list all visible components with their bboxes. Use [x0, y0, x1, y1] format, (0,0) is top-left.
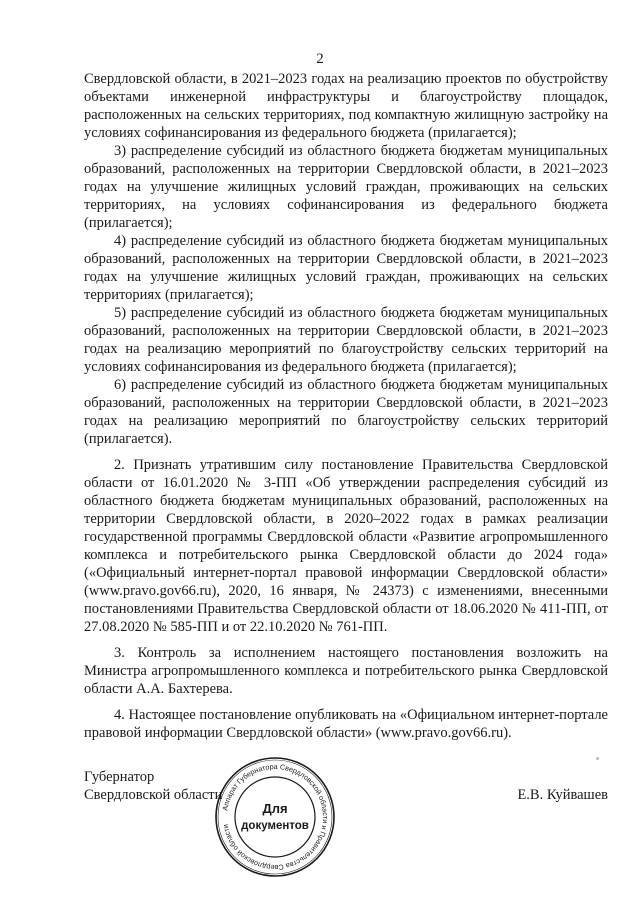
- paragraph-continuation: Свердловской области, в 2021–2023 годах на реализацию проектов по обустройству объектами инженерной инфраструктуры и благоустройству площадок, расположенных на сельских территориях, под компактную жилищную застройку на условиях софинансирования из федерального бюджета (прилагается);: [84, 71, 608, 141]
- paragraph-item-3: 3) распределение субсидий из областного бюджета бюджетам муниципальных образований, расположенных на территории Свердловской области, в 2021–2023 годах на улучшение жилищных условий граждан, проживающих на сельских территориях, на условиях софинансирования из федерального бюджета (прилагается);: [84, 143, 608, 231]
- stamp-center-line1: Для: [262, 801, 288, 816]
- stamp-ring-text: Аппарат Губернатора Свердловской области и Правительства Свердловской области: [220, 761, 331, 873]
- paragraph-clause-4: 4. Настоящее постановление опубликовать на «Официальном интернет-портале правовой информации Свердловской области» (www.pravo.gov66.ru).: [84, 707, 608, 741]
- paragraph-item-6: 6) распределение субсидий из областного бюджета бюджетам муниципальных образований, расположенных на территории Свердловской области, в 2021–2023 годах на реализацию мероприятий по благоустройству сельских территорий (прилагается).: [84, 377, 608, 447]
- page-number: 2: [316, 51, 324, 67]
- scan-speck: [596, 757, 599, 760]
- stamp-center-line2: документов: [241, 820, 309, 832]
- signature-block: [84, 768, 608, 804]
- paragraph-item-5: 5) распределение субсидий из областного бюджета бюджетам муниципальных образований, расположенных на территории Свердловской области, в 2021–2023 годах на реализацию мероприятий по благоустройству сельских территорий на условиях софинансирования из федерального бюджета (прилагается);: [84, 305, 608, 375]
- document-body: [84, 70, 608, 742]
- signatory-position-line2: Свердловской области: [84, 787, 223, 803]
- paragraph-clause-3: 3. Контроль за исполнением настоящего постановления возложить на Министра агропромышленного комплекса и потребительского рынка Свердловской области А.А. Бахтерева.: [84, 645, 608, 697]
- paragraph-clause-2: 2. Признать утратившим силу постановление Правительства Свердловской области от 16.01.2020 № 3-ПП «Об утверждении распределения субсидий из областного бюджета бюджетам муниципальных образований, расположенных на территории Свердловской области, в 2020–2022 годах в рамках реализации государственной программы Свердловской области «Развитие агропромышленного комплекса и потребительского рынка Свердловской области до 2024 года» («Официальный интернет-портал правовой информации Свердловской области» (www.pravo.gov66.ru), 2020, 16 января, № 24373) с изменениями, внесенными постановлениями Правительства Свердловской области от 18.06.2020 № 411-ПП, от 27.08.2020 № 585-ПП и от 22.10.2020 № 761-ПП.: [84, 457, 608, 635]
- paragraph-item-4: 4) распределение субсидий из областного бюджета бюджетам муниципальных образований, расположенных на территории Свердловской области, в 2021–2023 годах на улучшение жилищных условий граждан, проживающих на сельских территориях (прилагается);: [84, 233, 608, 303]
- signatory-position-line1: Губернатор: [84, 769, 155, 785]
- signatory-name: Е.В. Куйвашев: [517, 787, 608, 803]
- official-stamp: [213, 755, 337, 879]
